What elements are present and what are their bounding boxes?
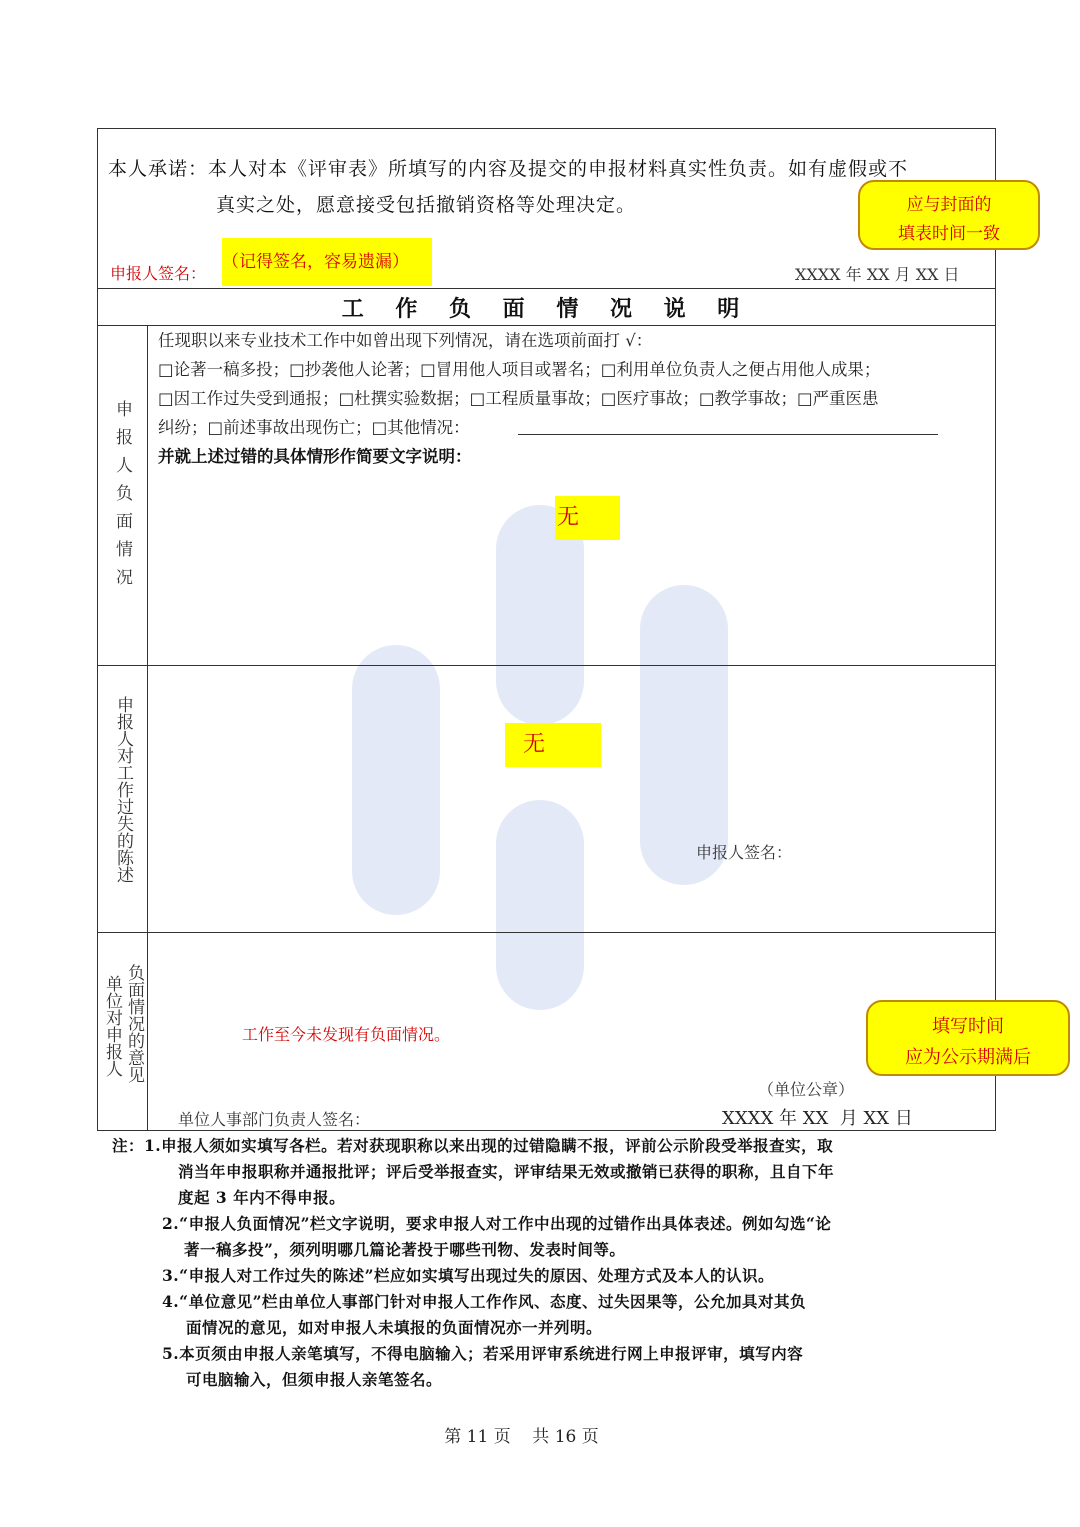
callout-fill-time	[866, 1000, 1070, 1076]
note-line: 4.“单位意见”栏由单位人事部门针对申报人工作作风、态度、过失因果等，公允加具对其负	[162, 1292, 807, 1311]
callout-line: 填表时间一致	[898, 224, 1000, 244]
section-title: 工 作 负 面 情 况 说 明	[341, 296, 752, 322]
note-line: 著一稿多投”，须列明哪几篇论著投于哪些刊物、发表时间等。	[184, 1240, 626, 1259]
row-label-unit-col1: 单位对申报人	[102, 975, 122, 1077]
row-label-negative: 申报人负面情况	[112, 400, 132, 596]
watermark-bar	[496, 800, 584, 1010]
watermark-bar	[352, 645, 440, 915]
table-column-divider	[147, 325, 148, 1131]
statement-signature-label: 申报人签名：	[696, 843, 793, 862]
row-label-statement: 申报人对工作过失的陈述	[113, 696, 133, 883]
note-line: 注：1.申报人须如实填写各栏。若对获现职称以来出现的过错隐瞒不报，评前公示阶段受举报查实，取	[112, 1136, 834, 1155]
note-line: 5.本页须由申报人亲笔填写，不得电脑输入；若采用评审系统进行网上申报评审，填写内容	[162, 1344, 804, 1363]
note-line: 度起 3 年内不得申报。	[178, 1188, 346, 1207]
table-rule	[97, 288, 996, 289]
note-line: 可电脑输入，但须申报人亲笔签名。	[186, 1370, 443, 1389]
statement-answer[interactable]: 无	[505, 723, 601, 767]
pledge-date: XXXX 年 XX 月 XX 日	[795, 265, 960, 284]
pledge-line-2: 真实之处，愿意接受包括撤销资格等处理决定。	[216, 194, 637, 216]
note-line: 面情况的意见，如对申报人未填报的负面情况亦一并列明。	[186, 1318, 603, 1337]
table-border-top	[97, 128, 996, 129]
applicant-signature-label: 申报人签名：	[110, 264, 207, 283]
callout-cover-date	[858, 180, 1040, 250]
note-line: 3.“申报人对工作过失的陈述”栏应如实填写出现过失的原因、处理方式及本人的认识。	[162, 1266, 775, 1285]
callout-line: 填写时间	[932, 1016, 1004, 1037]
negative-explain-label: 并就上述过错的具体情形作简要文字说明：	[158, 447, 472, 466]
table-border-bottom	[97, 1130, 996, 1131]
negative-intro: 任现职以来专业技术工作中如曾出现下列情况，请在选项前面打 √：	[158, 331, 653, 350]
callout-line: 应为公示期满后	[905, 1047, 1031, 1068]
pledge-line-1: 本人承诺：本人对本《评审表》所填写的内容及提交的申报材料真实性负责。如有虚假或不	[108, 158, 909, 180]
page-footer: 第 11 页 共 16 页	[444, 1427, 599, 1447]
unit-signer-label: 单位人事部门负责人签名：	[178, 1110, 371, 1129]
callout-line: 应与封面的	[906, 195, 992, 215]
note-line: 2.“申报人负面情况”栏文字说明，要求申报人对工作中出现的过错作出具体表述。例如勾选“论	[162, 1214, 832, 1233]
table-rule	[97, 665, 996, 666]
unit-opinion-text: 工作至今未发现有负面情况。	[242, 1025, 451, 1044]
other-situation-underline	[518, 434, 938, 435]
table-rule	[97, 932, 996, 933]
negative-options-line-2[interactable]: □因工作过失受到通报；□杜撰实验数据；□工程质量事故；□医疗事故；□教学事故；□严重医患	[158, 389, 879, 408]
unit-date: XXXX 年 XX 月 XX 日	[722, 1108, 913, 1129]
signature-reminder: （记得签名，容易遗漏）	[222, 238, 432, 286]
table-border-right	[995, 128, 996, 1131]
negative-options-line-1[interactable]: □论著一稿多投；□抄袭他人论著；□冒用他人项目或署名；□利用单位负责人之便占用他人成果；	[158, 360, 881, 379]
unit-seal: （单位公章）	[758, 1080, 855, 1099]
table-border-left	[97, 128, 98, 1131]
note-line: 消当年申报职称并通报批评；评后受举报查实，评审结果无效或撤销已获得的职称，且自下年	[178, 1162, 835, 1181]
negative-options-line-3[interactable]: 纠纷；□前述事故出现伤亡；□其他情况：	[158, 418, 470, 437]
negative-answer[interactable]: 无	[555, 496, 620, 540]
row-label-unit-col2: 负面情况的意见	[124, 964, 144, 1083]
